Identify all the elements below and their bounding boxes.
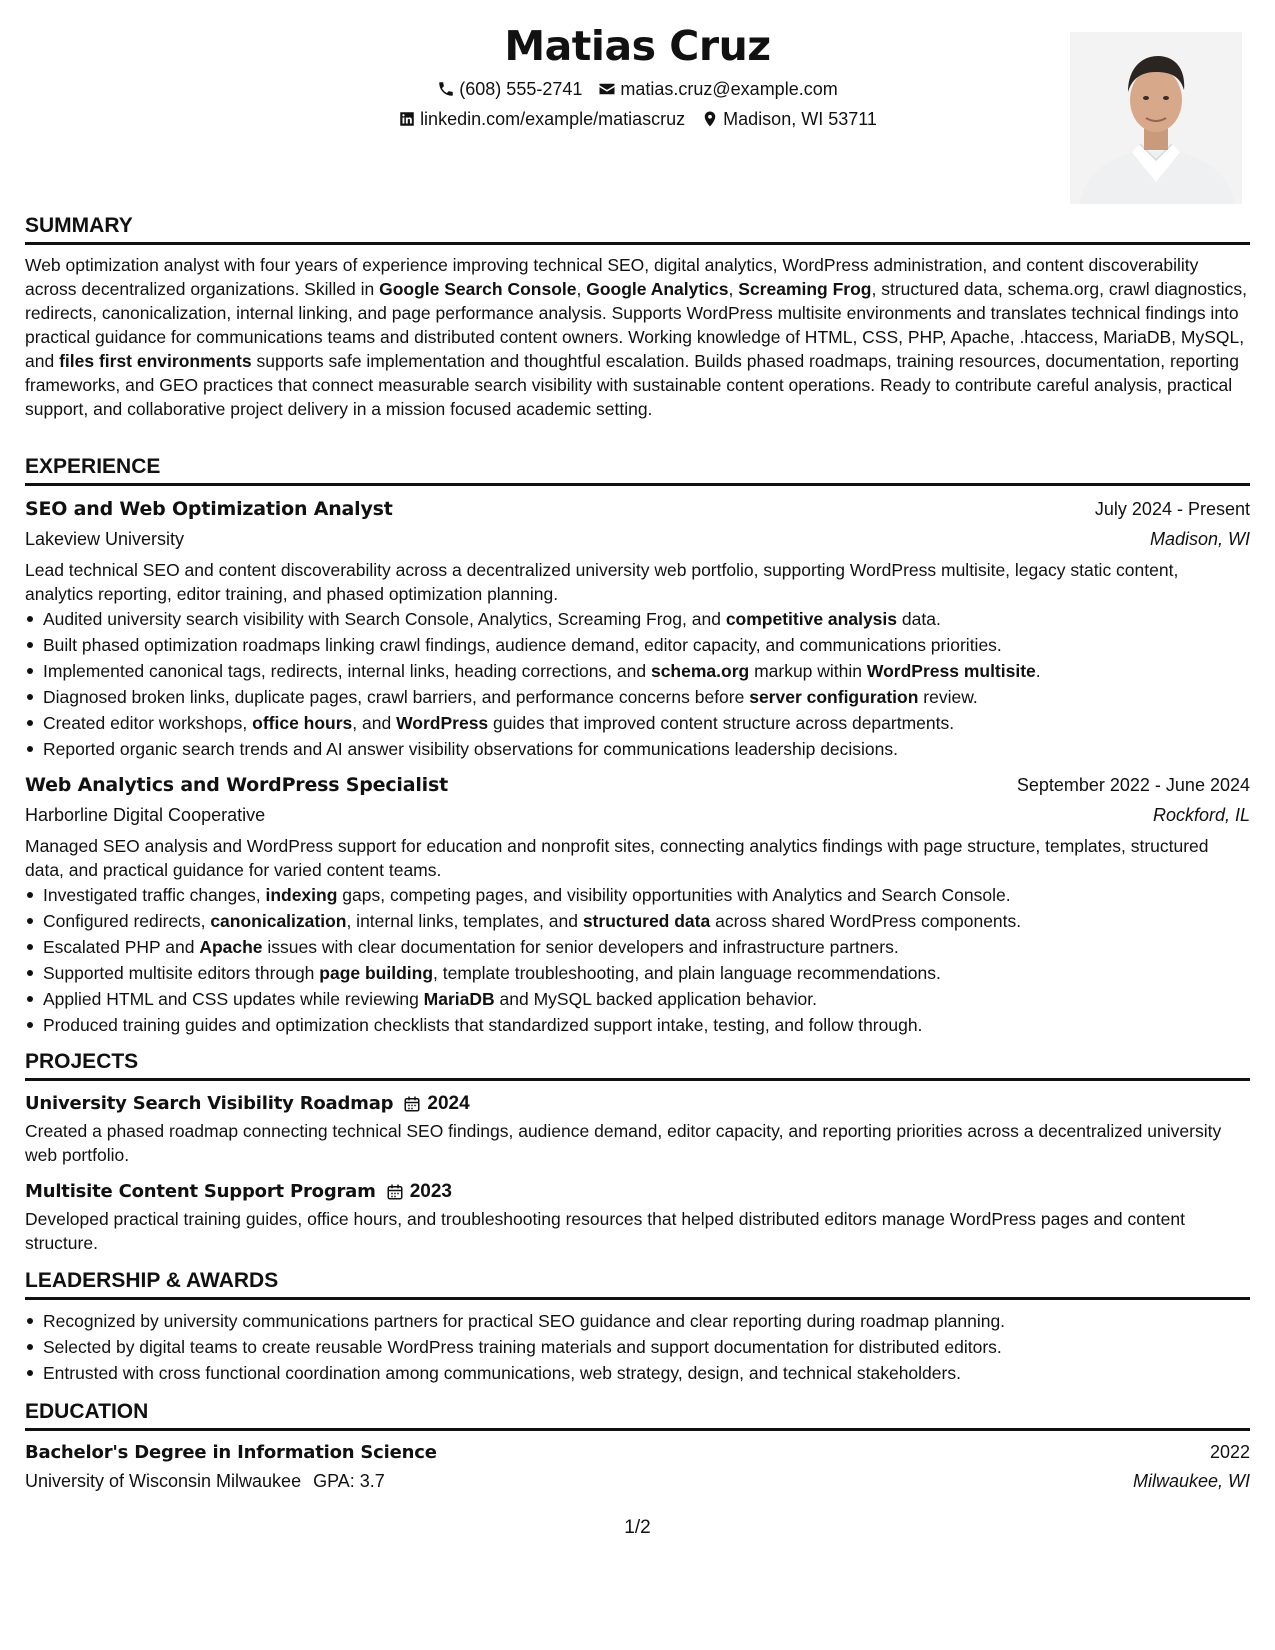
job-bullet (25, 736, 1250, 762)
job-entry (25, 494, 1250, 762)
leadership-heading: LEADERSHIP & AWARDS (25, 1267, 1250, 1300)
job-bullet (25, 934, 1250, 960)
envelope-icon (598, 80, 616, 98)
leadership-bullet: Entrusted with cross functional coordination among communications, web strategy, design, and technical stakeholders. (25, 1360, 1250, 1386)
job-subheader (25, 524, 1250, 554)
bullet-text: Applied HTML and CSS updates while reviewing (43, 989, 424, 1009)
phone-contact (437, 74, 582, 104)
phone-icon (437, 80, 455, 98)
job-description: Managed SEO analysis and WordPress support for education and nonprofit sites, connecting analytics findings with page structure, templates, structured data, and practical guidance for varied content teams. (25, 836, 1209, 880)
calendar-icon (386, 1183, 404, 1201)
job-location: Rockford, IL (1152, 805, 1250, 825)
project-year-text: 2023 (409, 1181, 452, 1202)
summary-text-part: , (576, 279, 587, 299)
education-subheader (25, 1467, 1250, 1495)
summary-text-part: , (728, 279, 739, 299)
projects-heading: PROJECTS (25, 1048, 1250, 1081)
bullet-text: Escalated PHP and (43, 937, 200, 957)
project-header (25, 1089, 1250, 1119)
email-contact[interactable] (598, 74, 837, 104)
bullet-text: , template troubleshooting, and plain language recommendations. (433, 963, 941, 983)
experience-section (25, 453, 1250, 1038)
bullet-text: . (1035, 661, 1041, 681)
job-bullet (25, 684, 1250, 710)
school-info (25, 1467, 385, 1495)
candidate-name: Matias Cruz (504, 22, 771, 70)
bullet-text: Created editor workshops, (43, 713, 253, 733)
bullet-text: Produced training guides and optimization checklists that standardized support intake, testing, and follow through. (43, 1015, 923, 1035)
job-bullet (25, 710, 1250, 736)
profile-photo (1070, 32, 1242, 204)
job-bullet (25, 606, 1250, 632)
school-name: University of Wisconsin Milwaukee (25, 1471, 302, 1491)
project-year-text: 2024 (427, 1093, 470, 1114)
project-header (25, 1177, 1250, 1207)
bullet-text: markup within (749, 661, 867, 681)
bullet-keyword: office hours (252, 713, 353, 733)
job-bullet (25, 882, 1250, 908)
bullet-text: across shared WordPress components. (710, 911, 1022, 931)
bullet-text: Configured redirects, (43, 911, 211, 931)
job-bullet (25, 632, 1250, 658)
project-entry (25, 1177, 1250, 1255)
job-bullets (25, 606, 1250, 762)
project-entry (25, 1089, 1250, 1167)
bullet-text: Supported multisite editors through (43, 963, 320, 983)
job-subheader (25, 800, 1250, 830)
project-description: Developed practical training guides, office hours, and troubleshooting resources that helped distributed editors manage WordPress pages and content structure. (25, 1209, 1185, 1253)
project-year (386, 1180, 452, 1204)
contact-row-2 (25, 104, 1250, 134)
bullet-text: issues with clear documentation for senior developers and infrastructure partners. (262, 937, 899, 957)
job-dates: July 2024 - Present (1094, 499, 1250, 519)
leadership-bullets (25, 1308, 1250, 1386)
summary-text (25, 253, 1250, 421)
bullet-text: Implemented canonical tags, redirects, internal links, heading corrections, and (43, 661, 651, 681)
resume-header (25, 18, 1250, 134)
project-year (403, 1092, 469, 1116)
bullet-text: , and (352, 713, 397, 733)
email-text[interactable]: matias.cruz@example.com (620, 79, 838, 99)
job-bullet (25, 986, 1250, 1012)
bullet-text: Built phased optimization roadmaps linking crawl findings, audience demand, editor capacity, and communications priorities. (43, 635, 1002, 655)
linkedin-contact[interactable] (398, 104, 685, 134)
bullet-text: gaps, competing pages, and visibility opportunities with Analytics and Search Console. (337, 885, 1011, 905)
summary-text-part: Web optimization analyst with four years of experience improving technical SEO, digital analytics, WordPress administration, and content discoverability across decentralized organizations. Skilled in (25, 255, 1199, 299)
education-heading: EDUCATION (25, 1398, 1250, 1431)
project-title: Multisite Content Support Program (25, 1181, 376, 1202)
bullet-text: Diagnosed broken links, duplicate pages, crawl barriers, and performance concerns before (43, 687, 750, 707)
summary-heading: SUMMARY (25, 212, 1250, 245)
location-text: Madison, WI 53711 (723, 109, 877, 129)
bullet-text: guides that improved content structure across departments. (488, 713, 955, 733)
summary-text-part: supports safe implementation and thoughtful escalation. Builds phased roadmaps, training resources, documentation, reporting frameworks, and GEO practices that connect measurable search visibility with sustainable content operations. Ready to contribute careful analysis, practical support, and collaborative project delivery in a mission focused academic setting. (25, 351, 1240, 419)
leadership-section (25, 1267, 1250, 1386)
job-bullet (25, 1012, 1250, 1038)
job-description: Lead technical SEO and content discoverability across a decentralized university web portfolio, supporting WordPress multisite, legacy static content, analytics reporting, editor training, and phased optimization planning. (25, 560, 1179, 604)
experience-heading: EXPERIENCE (25, 453, 1250, 486)
gpa: GPA: 3.7 (313, 1471, 385, 1491)
page-number: 1/2 (624, 1517, 651, 1538)
job-bullet (25, 658, 1250, 684)
calendar-icon (403, 1095, 421, 1113)
bullet-keyword: indexing (265, 885, 338, 905)
job-entry (25, 770, 1250, 1038)
linkedin-icon (398, 110, 416, 128)
job-bullet (25, 908, 1250, 934)
summary-text-part: , structured data, schema.org, crawl diagnostics, redirects, canonicalization, internal linking, and page performance analysis. Supports WordPress multisite environments and translates technical findings into practical guidance for communications teams and distributed content owners. Working knowledge of HTML, CSS, PHP, Apache, .htaccess, MariaDB, MySQL, and (25, 279, 1247, 371)
job-bullet (25, 960, 1250, 986)
job-location: Madison, WI (1149, 529, 1250, 549)
bullet-text: Reported organic search trends and AI answer visibility observations for communications leadership decisions. (43, 739, 899, 759)
summary-skill: Google Search Console (379, 279, 577, 299)
job-title: SEO and Web Optimization Analyst (25, 498, 393, 520)
education-section (25, 1398, 1250, 1495)
job-dates: September 2022 - June 2024 (1016, 775, 1250, 795)
contact-row-1 (25, 74, 1250, 104)
location-contact (701, 104, 877, 134)
education-header (25, 1439, 1250, 1467)
bullet-keyword: Apache (199, 937, 263, 957)
project-title: University Search Visibility Roadmap (25, 1093, 394, 1114)
bullet-keyword: structured data (582, 911, 711, 931)
leadership-bullet: Recognized by university communications partners for practical SEO guidance and clear reporting during roadmap planning. (25, 1308, 1250, 1334)
job-header (25, 494, 1250, 524)
bullet-keyword: WordPress (396, 713, 489, 733)
bullet-keyword: WordPress multisite (866, 661, 1036, 681)
job-bullets (25, 882, 1250, 1038)
job-organization: Lakeview University (25, 529, 185, 549)
profile-photo-image (1070, 32, 1242, 204)
resume-page (25, 0, 1250, 1650)
job-title: Web Analytics and WordPress Specialist (25, 774, 448, 796)
bullet-keyword: canonicalization (210, 911, 347, 931)
degree-title: Bachelor's Degree in Information Science (25, 1442, 437, 1463)
job-organization: Harborline Digital Cooperative (25, 805, 266, 825)
bullet-text: , internal links, templates, and (346, 911, 583, 931)
bullet-text: and MySQL backed application behavior. (494, 989, 818, 1009)
leadership-bullet: Selected by digital teams to create reusable WordPress training materials and support documentation for distributed editors. (25, 1334, 1250, 1360)
map-pin-icon (701, 110, 719, 128)
bullet-text: review. (918, 687, 978, 707)
summary-skill: Google Analytics (586, 279, 729, 299)
bullet-text: Investigated traffic changes, (43, 885, 266, 905)
linkedin-text[interactable]: linkedin.com/example/matiascruz (420, 109, 686, 129)
project-description: Created a phased roadmap connecting technical SEO findings, audience demand, editor capacity, and reporting priorities across a decentralized university web portfolio. (25, 1121, 1222, 1165)
graduation-year: 2022 (1209, 1442, 1250, 1462)
phone-text: (608) 555-2741 (459, 79, 583, 99)
job-header (25, 770, 1250, 800)
summary-skill: Screaming Frog (738, 279, 872, 299)
summary-section (25, 212, 1250, 421)
bullet-text: Audited university search visibility with Search Console, Analytics, Screaming Frog, and (43, 609, 726, 629)
bullet-keyword: page building (319, 963, 434, 983)
projects-section (25, 1048, 1250, 1255)
bullet-keyword: MariaDB (423, 989, 495, 1009)
school-location: Milwaukee, WI (1132, 1471, 1250, 1491)
bullet-keyword: schema.org (650, 661, 750, 681)
summary-skill: files first environments (59, 351, 252, 371)
bullet-keyword: server configuration (749, 687, 919, 707)
bullet-keyword: competitive analysis (725, 609, 898, 629)
bullet-text: data. (897, 609, 941, 629)
